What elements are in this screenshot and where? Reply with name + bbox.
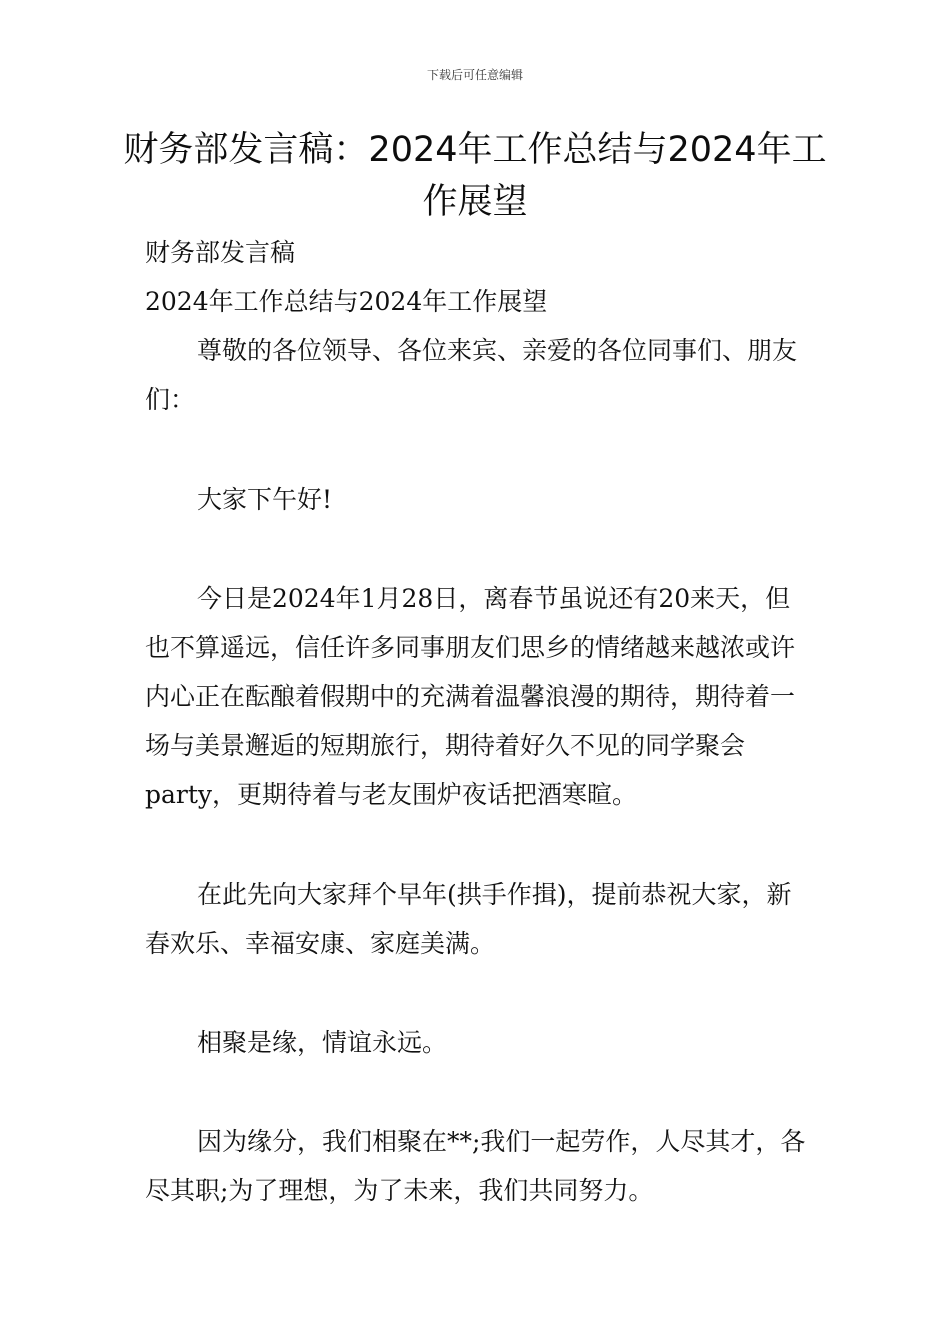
paragraph-working-together: 因为缘分，我们相聚在**;我们一起劳作，人尽其才，各尽其职;为了理想，为了未来，我们共同努力。	[145, 1127, 806, 1205]
paragraph-date-spring-festival: 今日是2024年1月28日，离春节虽说还有20来天，但也不算遥远，信任许多同事朋友们思乡的情绪越来越浓或许内心正在酝酿着假期中的充满着温馨浪漫的期待，期待着一场与美景邂逅的短期旅行，期待着好久不见的同学聚会party，更期待着与老友围炉夜话把酒寒暄。	[145, 584, 796, 809]
paragraph-good-afternoon: 大家下午好!	[197, 485, 333, 514]
paragraph-fate-friendship: 相聚是缘，情谊永远。	[197, 1028, 448, 1057]
subtitle-line-1: 财务部发言稿	[145, 238, 296, 267]
paragraph-greeting-salutation: 尊敬的各位领导、各位来宾、亲爱的各位同事们、朋友们：	[145, 336, 798, 414]
header-note: 下载后可任意编辑	[426, 68, 523, 82]
paragraph-new-year-wishes: 在此先向大家拜个早年(拱手作揖)，提前恭祝大家，新春欢乐、幸福安康、家庭美满。	[145, 880, 792, 958]
document-title: 财务部发言稿：2024年工作总结与2024年工作展望	[123, 130, 827, 222]
subtitle-line-2: 2024年工作总结与2024年工作展望	[145, 287, 548, 316]
